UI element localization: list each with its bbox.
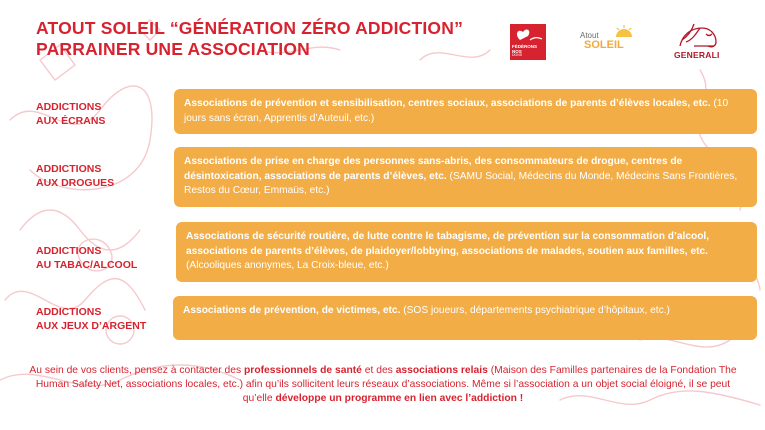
row-label-ecrans (36, 100, 105, 128)
row-label-line1: ADDICTIONS (36, 101, 102, 113)
card-examples-text: (Alcooliques anonymes, La Croix-bleue, etc.) (186, 260, 389, 271)
card-jeux-argent (173, 296, 757, 340)
page-title (36, 18, 506, 60)
card-bold-text: Associations de sécurité routière, de lutte contre le tabagisme, de prévention sur la consommation d’alcool, associations de parents d’élèves, de plaidoyer/lobbying, associations de malades, soutien aux familles, etc. (186, 231, 710, 257)
row-label-line2: AUX DROGUES (36, 177, 115, 189)
row-label-drogues (36, 162, 114, 190)
federons-nos-dons-logo (510, 24, 546, 60)
row-label-jeux-argent (36, 305, 146, 333)
row-label-line1: ADDICTIONS (36, 306, 102, 318)
footer-bold-2: associations relais (395, 365, 488, 376)
row-label-line2: AUX ÉCRANS (36, 115, 106, 127)
generali-logo (672, 20, 728, 62)
card-bold-text: Associations de prévention, de victimes, etc. (183, 305, 401, 316)
card-ecrans (174, 89, 757, 134)
logo1-line1: FÉDÉRONS (512, 44, 538, 49)
footer-bold-1: professionnels de santé (244, 365, 362, 376)
title-line-2: PARRAINER UNE ASSOCIATION (36, 39, 310, 59)
card-bold-text: Associations de prévention et sensibilisation, centres sociaux, associations de parents d’élèves locales, etc. (184, 98, 711, 109)
card-drogues (174, 147, 757, 207)
logo1-line2: NOS (512, 49, 522, 54)
footer-bold-3: développe un programme en lien avec l’addiction ! (275, 393, 524, 404)
card-examples-text: (SAMU Social, Médecins du Monde, Médecins Sans Frontières, Restos du Cœur, Emmaüs, etc.) (184, 170, 738, 196)
logo2-atout: Atout (580, 31, 599, 40)
title-line-1: ATOUT SOLEIL “GÉNÉRATION ZÉRO ADDICTION” (36, 18, 464, 38)
row-label-tabac-alcool (36, 244, 137, 272)
card-bold-text: Associations de prise en charge des personnes sans-abris, des consommateurs de drogue, centres de désintoxication, associations de parents d’élèves, etc. (184, 156, 683, 182)
footer-text-1: Au sein de vos clients, pensez à contacter des (29, 365, 245, 376)
footer-text-2: et des (361, 365, 396, 376)
logo1-line3: DONS (512, 53, 523, 57)
card-examples-text: (SOS joueurs, départements psychiatrique d’hôpitaux, etc.) (400, 305, 670, 316)
sun-icon (614, 25, 634, 39)
atout-soleil-logo (580, 25, 636, 55)
heart-hands-icon (510, 24, 546, 44)
winged-lion-icon (672, 20, 728, 50)
footer-text-3: (Maison des Familles partenaires de la Fondation The Human Safety Net, associations locales, etc.) afin qu’ils sollicitent leurs réseaux d’associations. Même si l’association a un objet social éloigné, il se peut qu’elle (35, 365, 737, 404)
logo2-soleil: SOLEIL (584, 39, 624, 51)
row-label-line1: ADDICTIONS (36, 245, 102, 257)
row-label-line1: ADDICTIONS (36, 163, 102, 175)
row-label-line2: AUX JEUX D’ARGENT (36, 320, 147, 332)
card-tabac-alcool (176, 222, 757, 282)
footer-advice (28, 364, 738, 406)
logo3-text: GENERALI (674, 50, 720, 60)
row-label-line2: AU TABAC/ALCOOL (36, 259, 138, 271)
card-examples-text: (10 jours sans écran, Apprentis d’Auteuil, etc.) (184, 98, 729, 124)
